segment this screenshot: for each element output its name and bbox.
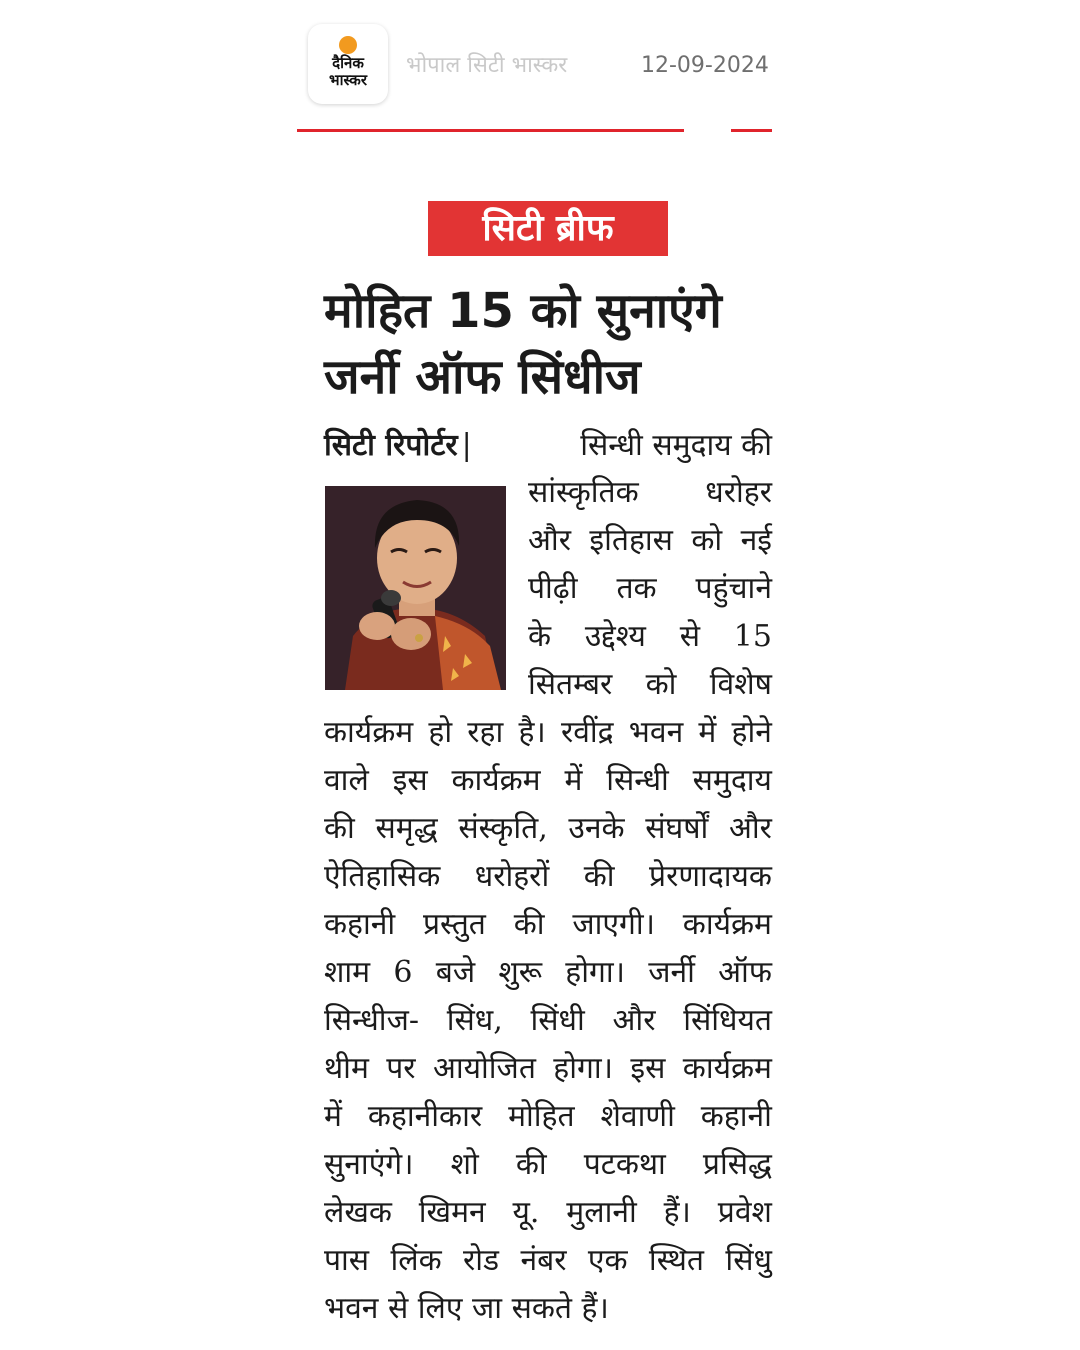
- body-line: वाले इस कार्यक्रम में सिन्धी समुदाय: [324, 763, 772, 798]
- body-line: पीढ़ी तक पहुंचाने: [528, 571, 772, 606]
- logo-text-line-1: दैनिक: [332, 54, 364, 72]
- body-line: के उद्देश्य से 15: [528, 619, 772, 654]
- body-line: कहानी प्रस्तुत की जाएगी। कार्यक्रम: [324, 907, 772, 942]
- body-line: सुनाएंगे। शो की पटकथा प्रसिद्ध: [324, 1147, 772, 1182]
- headline-line-1: मोहित 15 को सुनाएंगे: [324, 283, 722, 339]
- logo-text-line-2: भास्कर: [329, 71, 367, 89]
- newspaper-logo[interactable]: [308, 24, 388, 104]
- header-divider-right: [731, 129, 772, 132]
- portrait-photo: [325, 486, 506, 690]
- body-line: थीम पर आयोजित होगा। इस कार्यक्रम: [324, 1051, 772, 1086]
- portrait-photo-illustration: [325, 486, 506, 690]
- body-line: ऐतिहासिक धरोहरों की प्रेरणादायक: [324, 859, 772, 894]
- body-line: भवन से लिए जा सकते हैं।: [324, 1291, 609, 1326]
- body-line: कार्यक्रम हो रहा है। रवींद्र भवन में होने: [324, 715, 772, 750]
- body-line: सितम्बर को विशेष: [528, 667, 772, 702]
- body-line: सिन्धी समुदाय की: [580, 428, 772, 463]
- header-divider-left: [297, 129, 684, 132]
- publication-date: 12-09-2024: [641, 53, 769, 78]
- byline-row: [324, 424, 772, 468]
- body-line: सिन्धीज- सिंध, सिंधी और सिंधियत: [324, 1003, 772, 1038]
- body-line: सांस्कृतिक धरोहर: [528, 475, 772, 510]
- body-line: लेखक खिमन यू. मुलानी हैं। प्रवेश: [324, 1195, 772, 1230]
- byline: सिटी रिपोर्टर: [324, 428, 458, 463]
- section-badge: सिटी ब्रीफ: [428, 201, 668, 256]
- byline-separator: |: [461, 428, 472, 463]
- body-line: और इतिहास को नई: [528, 523, 772, 558]
- body-line: में कहानीकार मोहित शेवाणी कहानी: [324, 1099, 772, 1134]
- edition-name: भोपाल सिटी भास्कर: [406, 53, 568, 78]
- body-line: पास लिंक रोड नंबर एक स्थित सिंधु: [324, 1243, 772, 1278]
- headline-line-2: जर्नी ऑफ सिंधीज: [324, 349, 641, 405]
- body-line: की समृद्ध संस्कृति, उनके संघर्षों और: [324, 811, 772, 846]
- body-line: शाम 6 बजे शुरू होगा। जर्नी ऑफ: [324, 955, 772, 990]
- sun-icon: [339, 36, 357, 54]
